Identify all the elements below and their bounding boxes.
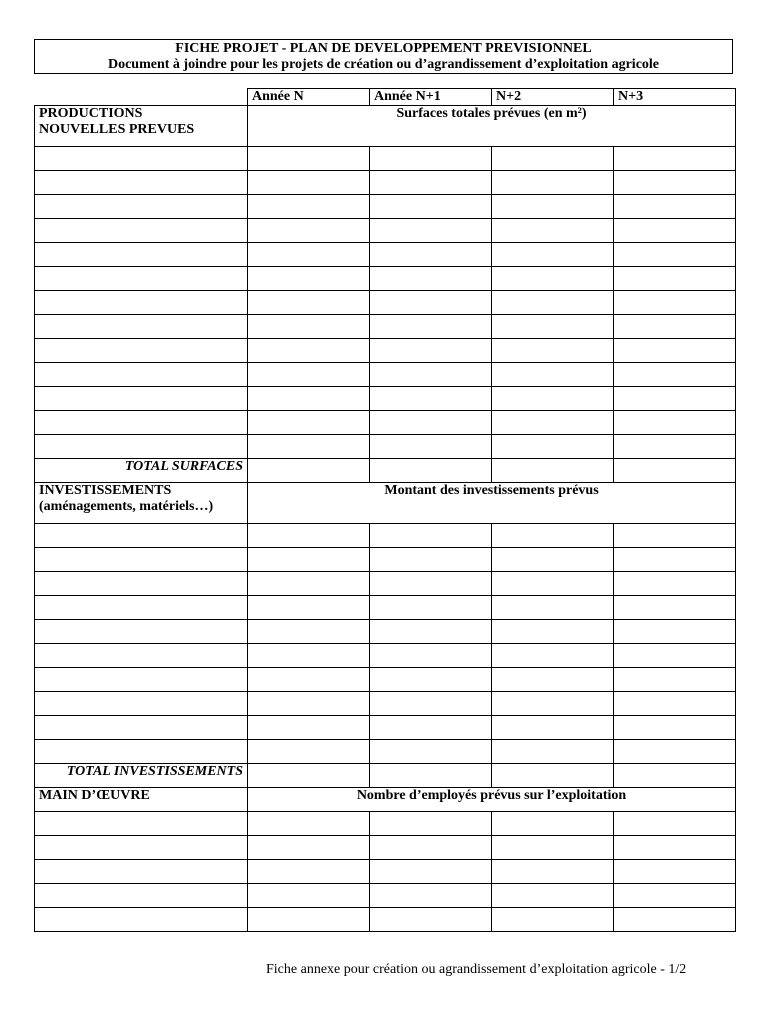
productions-value-cell[interactable] xyxy=(248,171,370,195)
main-oeuvre-row xyxy=(35,908,736,932)
productions-value-cell[interactable] xyxy=(248,243,370,267)
productions-value-cell[interactable] xyxy=(370,315,492,339)
investissements-value-cell[interactable] xyxy=(370,668,492,692)
investissements-label-cell[interactable] xyxy=(35,668,248,692)
productions-value-cell[interactable] xyxy=(370,267,492,291)
main-oeuvre-label-cell[interactable] xyxy=(35,836,248,860)
productions-value-cell[interactable] xyxy=(614,387,736,411)
productions-value-cell[interactable] xyxy=(614,411,736,435)
productions-value-cell[interactable] xyxy=(248,411,370,435)
main-oeuvre-label-cell[interactable] xyxy=(35,908,248,932)
investissements-row xyxy=(35,644,736,668)
investissements-value-cell[interactable] xyxy=(370,740,492,764)
productions-value-cell[interactable] xyxy=(370,243,492,267)
productions-value-cell[interactable] xyxy=(370,435,492,459)
productions-value-cell[interactable] xyxy=(370,147,492,171)
investissements-value-cell[interactable] xyxy=(614,620,736,644)
main-oeuvre-label-cell[interactable] xyxy=(35,812,248,836)
productions-value-cell[interactable] xyxy=(370,411,492,435)
investissements-row xyxy=(35,668,736,692)
total-investissements-label: TOTAL INVESTISSEMENTS xyxy=(35,764,248,788)
total-investissements-cell[interactable] xyxy=(492,764,614,788)
total-investissements-row xyxy=(35,764,736,788)
productions-value-cell[interactable] xyxy=(492,267,614,291)
investissements-label-cell[interactable] xyxy=(35,644,248,668)
productions-label-cell[interactable] xyxy=(35,315,248,339)
productions-value-cell[interactable] xyxy=(614,363,736,387)
main-oeuvre-row xyxy=(35,812,736,836)
investissements-label-cell[interactable] xyxy=(35,740,248,764)
investissements-value-cell[interactable] xyxy=(248,692,370,716)
productions-label-cell[interactable] xyxy=(35,267,248,291)
main-oeuvre-value-cell[interactable] xyxy=(370,812,492,836)
main-oeuvre-value-cell[interactable] xyxy=(370,908,492,932)
productions-value-cell[interactable] xyxy=(614,195,736,219)
productions-value-cell[interactable] xyxy=(614,147,736,171)
main-oeuvre-row xyxy=(35,836,736,860)
productions-label-cell[interactable] xyxy=(35,435,248,459)
investissements-value-cell[interactable] xyxy=(614,668,736,692)
year-header-n: Année N xyxy=(248,89,370,106)
investissements-value-cell[interactable] xyxy=(614,740,736,764)
main-oeuvre-value-cell[interactable] xyxy=(492,836,614,860)
investissements-value-cell[interactable] xyxy=(614,716,736,740)
total-surfaces-cell[interactable] xyxy=(492,459,614,483)
main-oeuvre-value-cell[interactable] xyxy=(248,836,370,860)
productions-value-cell[interactable] xyxy=(492,195,614,219)
main-oeuvre-value-cell[interactable] xyxy=(248,884,370,908)
productions-row xyxy=(35,147,736,171)
main-oeuvre-section-header xyxy=(35,788,736,812)
investissements-label-line1: INVESTISSEMENTS xyxy=(39,483,172,498)
investissements-row xyxy=(35,740,736,764)
productions-row xyxy=(35,411,736,435)
total-investissements-cell[interactable] xyxy=(614,764,736,788)
main-oeuvre-value-cell[interactable] xyxy=(492,860,614,884)
investissements-value-cell[interactable] xyxy=(248,620,370,644)
main-oeuvre-value-cell[interactable] xyxy=(248,860,370,884)
development-plan-table xyxy=(34,88,736,932)
investissements-row xyxy=(35,716,736,740)
investissements-value-cell[interactable] xyxy=(248,668,370,692)
investissements-value-cell[interactable] xyxy=(492,548,614,572)
total-investissements-cell[interactable] xyxy=(370,764,492,788)
main-oeuvre-value-cell[interactable] xyxy=(614,836,736,860)
investissements-row xyxy=(35,692,736,716)
productions-value-cell[interactable] xyxy=(248,219,370,243)
investissements-value-cell[interactable] xyxy=(492,692,614,716)
productions-row xyxy=(35,243,736,267)
year-header-n3: N+3 xyxy=(614,89,736,106)
investissements-value-cell[interactable] xyxy=(248,548,370,572)
productions-label-line2: NOUVELLES PREVUES xyxy=(39,122,195,137)
main-oeuvre-value-cell[interactable] xyxy=(614,860,736,884)
productions-label-cell[interactable] xyxy=(35,411,248,435)
investissements-value-cell[interactable] xyxy=(248,572,370,596)
productions-value-cell[interactable] xyxy=(492,435,614,459)
productions-value-cell[interactable] xyxy=(370,171,492,195)
investissements-label-cell[interactable] xyxy=(35,572,248,596)
investissements-value-cell[interactable] xyxy=(492,740,614,764)
productions-label-cell[interactable] xyxy=(35,195,248,219)
productions-value-cell[interactable] xyxy=(370,387,492,411)
investissements-row xyxy=(35,524,736,548)
document-subtitle: Document à joindre pour les projets de création ou d’agrandissement d’exploitation agricole xyxy=(107,57,660,72)
productions-value-cell[interactable] xyxy=(248,339,370,363)
investissements-value-cell[interactable] xyxy=(614,548,736,572)
investissements-label-cell[interactable] xyxy=(35,692,248,716)
investissements-value-cell[interactable] xyxy=(370,548,492,572)
productions-value-cell[interactable] xyxy=(248,387,370,411)
productions-row xyxy=(35,315,736,339)
productions-value-cell[interactable] xyxy=(614,243,736,267)
main-oeuvre-value-cell[interactable] xyxy=(614,884,736,908)
document-header xyxy=(34,39,733,74)
total-surfaces-cell[interactable] xyxy=(248,459,370,483)
investissements-row xyxy=(35,596,736,620)
productions-label-line1: PRODUCTIONS xyxy=(39,106,143,121)
productions-label-cell[interactable] xyxy=(35,147,248,171)
year-header-n1: Année N+1 xyxy=(370,89,492,106)
year-header-row xyxy=(35,89,736,106)
total-surfaces-cell[interactable] xyxy=(614,459,736,483)
investissements-value-cell[interactable] xyxy=(492,524,614,548)
productions-value-cell[interactable] xyxy=(370,195,492,219)
productions-label-cell[interactable] xyxy=(35,171,248,195)
productions-value-cell[interactable] xyxy=(614,291,736,315)
investissements-value-cell[interactable] xyxy=(370,692,492,716)
productions-value-cell[interactable] xyxy=(492,339,614,363)
productions-value-cell[interactable] xyxy=(492,387,614,411)
total-surfaces-cell[interactable] xyxy=(370,459,492,483)
productions-value-cell[interactable] xyxy=(370,291,492,315)
page-footer: Fiche annexe pour création ou agrandissement d’exploitation agricole - 1/2 xyxy=(266,962,687,977)
investissements-value-cell[interactable] xyxy=(370,716,492,740)
total-investissements-cell[interactable] xyxy=(248,764,370,788)
main-oeuvre-value-cell[interactable] xyxy=(370,836,492,860)
investissements-row xyxy=(35,620,736,644)
main-oeuvre-value-cell[interactable] xyxy=(370,860,492,884)
productions-value-cell[interactable] xyxy=(248,315,370,339)
productions-value-cell[interactable] xyxy=(492,363,614,387)
productions-value-cell[interactable] xyxy=(248,147,370,171)
total-surfaces-label: TOTAL SURFACES xyxy=(35,459,248,483)
productions-value-cell[interactable] xyxy=(248,267,370,291)
productions-value-cell[interactable] xyxy=(248,363,370,387)
productions-value-cell[interactable] xyxy=(492,243,614,267)
productions-row xyxy=(35,387,736,411)
productions-label-cell[interactable] xyxy=(35,243,248,267)
investissements-value-cell[interactable] xyxy=(370,644,492,668)
investissements-section-header xyxy=(35,483,736,524)
investissements-value-cell[interactable] xyxy=(614,692,736,716)
productions-value-cell[interactable] xyxy=(492,171,614,195)
productions-row xyxy=(35,195,736,219)
investissements-value-cell[interactable] xyxy=(492,716,614,740)
document-title: FICHE PROJET - PLAN DE DEVELOPPEMENT PREVISIONNEL xyxy=(175,41,592,56)
productions-row xyxy=(35,435,736,459)
investissements-value-cell[interactable] xyxy=(492,596,614,620)
productions-value-cell[interactable] xyxy=(248,195,370,219)
main-oeuvre-value-cell[interactable] xyxy=(492,812,614,836)
productions-value-cell[interactable] xyxy=(614,267,736,291)
investissements-value-cell[interactable] xyxy=(248,644,370,668)
investissements-caption: Montant des investissements prévus xyxy=(248,483,736,524)
main-oeuvre-label-cell[interactable] xyxy=(35,860,248,884)
year-header-n2: N+2 xyxy=(492,89,614,106)
main-oeuvre-label: MAIN D’ŒUVRE xyxy=(35,788,248,812)
productions-label-cell[interactable] xyxy=(35,291,248,315)
productions-value-cell[interactable] xyxy=(248,291,370,315)
investissements-label-line2: (aménagements, matériels…) xyxy=(39,499,214,514)
investissements-label-cell[interactable] xyxy=(35,524,248,548)
investissements-value-cell[interactable] xyxy=(492,668,614,692)
investissements-value-cell[interactable] xyxy=(248,524,370,548)
investissements-value-cell[interactable] xyxy=(248,716,370,740)
main-oeuvre-row xyxy=(35,884,736,908)
productions-row xyxy=(35,267,736,291)
investissements-value-cell[interactable] xyxy=(614,644,736,668)
investissements-value-cell[interactable] xyxy=(614,572,736,596)
investissements-label-cell[interactable] xyxy=(35,596,248,620)
productions-label-cell[interactable] xyxy=(35,219,248,243)
main-oeuvre-value-cell[interactable] xyxy=(492,884,614,908)
productions-section-header xyxy=(35,106,736,147)
main-oeuvre-row xyxy=(35,860,736,884)
investissements-label-cell[interactable] xyxy=(35,548,248,572)
productions-value-cell[interactable] xyxy=(614,339,736,363)
productions-value-cell[interactable] xyxy=(492,315,614,339)
investissements-value-cell[interactable] xyxy=(614,524,736,548)
productions-value-cell[interactable] xyxy=(370,363,492,387)
productions-value-cell[interactable] xyxy=(492,219,614,243)
productions-row xyxy=(35,339,736,363)
productions-row xyxy=(35,363,736,387)
investissements-label-cell[interactable] xyxy=(35,620,248,644)
productions-value-cell[interactable] xyxy=(492,147,614,171)
productions-row xyxy=(35,219,736,243)
main-oeuvre-value-cell[interactable] xyxy=(248,812,370,836)
investissements-row xyxy=(35,572,736,596)
blank-corner-cell xyxy=(35,89,248,106)
investissements-value-cell[interactable] xyxy=(614,596,736,620)
investissements-value-cell[interactable] xyxy=(370,572,492,596)
investissements-row xyxy=(35,548,736,572)
productions-value-cell[interactable] xyxy=(492,291,614,315)
productions-value-cell[interactable] xyxy=(370,339,492,363)
investissements-label-cell[interactable] xyxy=(35,716,248,740)
investissements-value-cell[interactable] xyxy=(248,596,370,620)
total-surfaces-row xyxy=(35,459,736,483)
productions-label-cell[interactable] xyxy=(35,387,248,411)
investissements-value-cell[interactable] xyxy=(492,572,614,596)
investissements-value-cell[interactable] xyxy=(370,620,492,644)
investissements-label xyxy=(35,483,248,524)
productions-value-cell[interactable] xyxy=(614,435,736,459)
productions-label xyxy=(35,106,248,147)
productions-row xyxy=(35,171,736,195)
main-oeuvre-label-cell[interactable] xyxy=(35,884,248,908)
investissements-value-cell[interactable] xyxy=(370,524,492,548)
main-oeuvre-value-cell[interactable] xyxy=(614,812,736,836)
productions-value-cell[interactable] xyxy=(492,411,614,435)
investissements-value-cell[interactable] xyxy=(492,644,614,668)
investissements-value-cell[interactable] xyxy=(370,596,492,620)
main-oeuvre-value-cell[interactable] xyxy=(614,908,736,932)
main-oeuvre-value-cell[interactable] xyxy=(248,908,370,932)
productions-value-cell[interactable] xyxy=(248,435,370,459)
investissements-value-cell[interactable] xyxy=(492,620,614,644)
main-oeuvre-value-cell[interactable] xyxy=(370,884,492,908)
main-oeuvre-value-cell[interactable] xyxy=(492,908,614,932)
productions-row xyxy=(35,291,736,315)
productions-value-cell[interactable] xyxy=(614,219,736,243)
productions-label-cell[interactable] xyxy=(35,339,248,363)
main-oeuvre-caption: Nombre d’employés prévus sur l’exploitation xyxy=(248,788,736,812)
productions-caption: Surfaces totales prévues (en m²) xyxy=(248,106,736,147)
productions-value-cell[interactable] xyxy=(614,171,736,195)
productions-value-cell[interactable] xyxy=(614,315,736,339)
investissements-value-cell[interactable] xyxy=(248,740,370,764)
productions-label-cell[interactable] xyxy=(35,363,248,387)
productions-value-cell[interactable] xyxy=(370,219,492,243)
